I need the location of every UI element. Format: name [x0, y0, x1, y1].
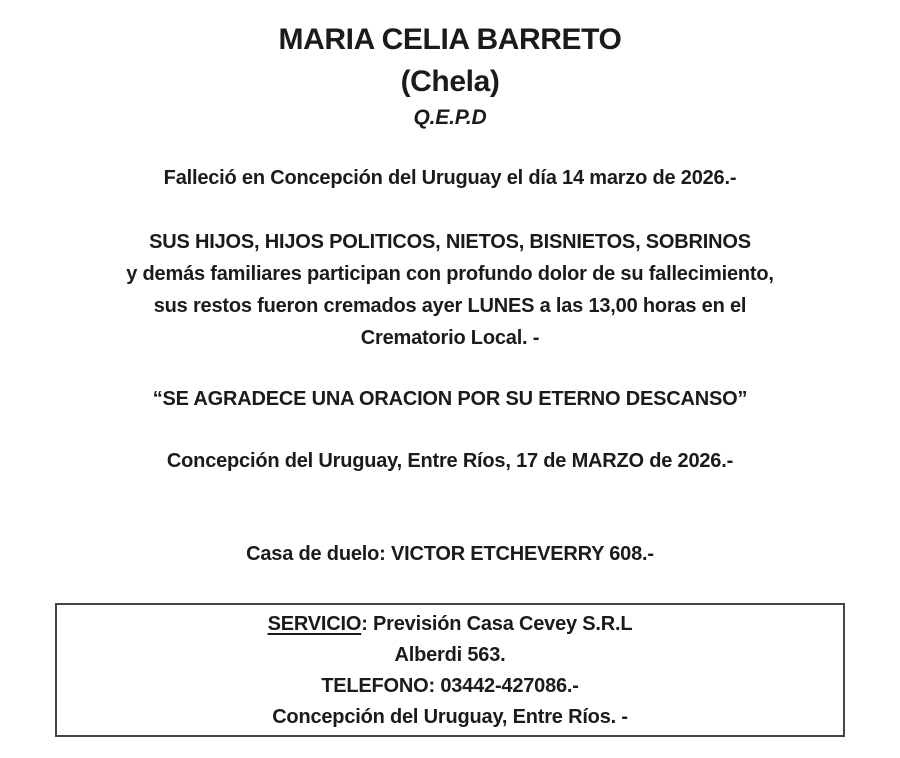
family-line-2: y demás familiares participan con profundo dolor de su fallecimiento,	[126, 263, 774, 285]
family-line-1: SUS HIJOS, HIJOS POLITICOS, NIETOS, BISNIETOS, SOBRINOS	[149, 231, 751, 253]
service-label: SERVICIO	[267, 613, 362, 635]
family-line-4: Crematorio Local. -	[360, 327, 540, 349]
death-announcement-line: Falleció en Concepción del Uruguay el día 14 marzo de 2026.-	[163, 167, 737, 189]
deceased-nickname: (Chela)	[400, 65, 500, 98]
deceased-name: MARIA CELIA BARRETO	[278, 23, 622, 56]
epitaph-qepd: Q.E.P.D	[413, 106, 487, 129]
service-location-line: Concepción del Uruguay, Entre Ríos. -	[272, 706, 628, 728]
prayer-request-line: “SE AGRADECE UNA ORACION POR SU ETERNO DESCANSO”	[152, 388, 748, 410]
family-paragraph	[0, 226, 900, 354]
service-provider-name: : Previsión Casa Cevey S.R.L	[361, 613, 633, 635]
service-address-line: Alberdi 563.	[394, 644, 506, 666]
family-line-3: sus restos fueron cremados ayer LUNES a las 13,00 horas en el	[153, 295, 747, 317]
service-provider-line	[57, 609, 843, 640]
service-phone-line: TELEFONO: 03442-427086.-	[321, 675, 579, 697]
place-date-line: Concepción del Uruguay, Entre Ríos, 17 de MARZO de 2026.-	[166, 450, 734, 472]
service-info-box	[55, 603, 845, 737]
mourning-house-line: Casa de duelo: VICTOR ETCHEVERRY 608.-	[246, 543, 654, 565]
